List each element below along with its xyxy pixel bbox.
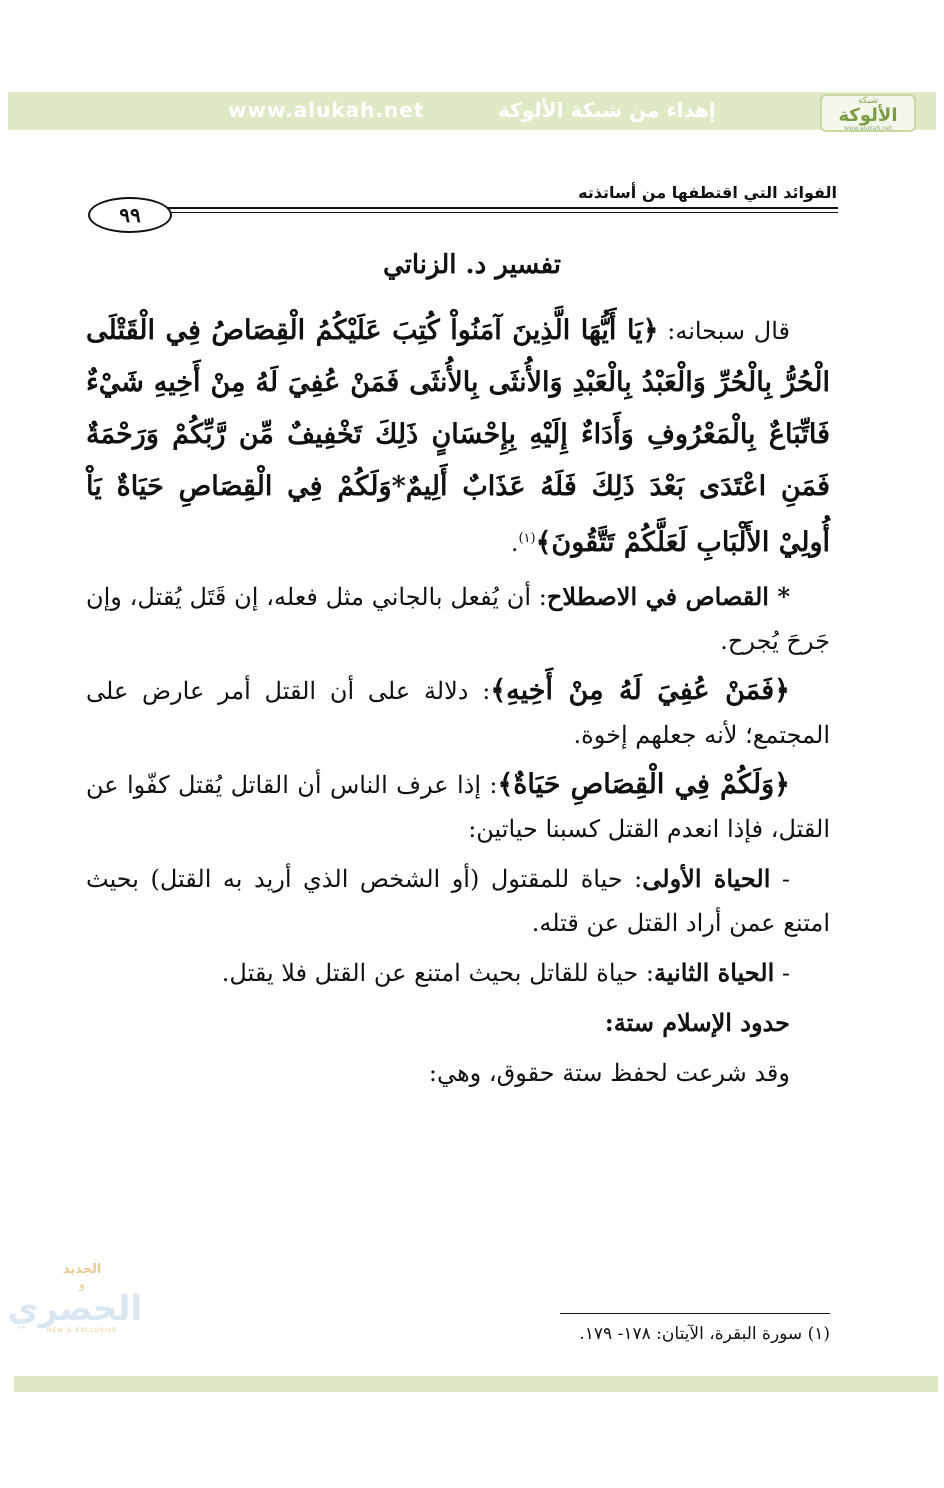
- alukah-logo: [820, 94, 916, 132]
- logo-main-text: الألوكة: [838, 105, 898, 126]
- hudud-title-paragraph: [86, 1001, 830, 1045]
- exclusive-stamp: [7, 1262, 142, 1352]
- verse-end: .: [510, 529, 519, 557]
- stamp-bottom-text: NEW & EXCLUSIVE: [46, 1327, 118, 1334]
- logo-url-text: www.alukah.net: [844, 125, 892, 132]
- first-life-text: : حياة للمقتول (أو الشخص الذي أريد به القتل) بحيث امتنع عمن أراد القتل عن قتله.: [86, 865, 830, 937]
- hayat-paragraph: [86, 763, 830, 851]
- afw-paragraph: [86, 669, 830, 757]
- qisas-definition: [86, 575, 830, 663]
- footnote: (١) سورة البقرة، الآيتان: ١٧٨- ١٧٩.: [579, 1324, 830, 1344]
- footnote-rule: [560, 1313, 830, 1314]
- verse-paragraph: [86, 305, 830, 569]
- afw-text: : دلالة على أن القتل أمر عارض على المجتمع؛ لأنه جعلهم إخوة.: [86, 677, 830, 749]
- first-life-paragraph: [86, 857, 830, 945]
- second-life-text: : حياة للقاتل بحيث امتنع عن القتل فلا يقتل.: [221, 959, 654, 987]
- header-rule-thin: [160, 212, 838, 213]
- hudud-text-paragraph: [86, 1051, 830, 1095]
- hayat-verse: ﴿وَلَكُمْ فِي الْقِصَاصِ حَيَاةٌ﴾: [497, 769, 790, 800]
- qisas-text: : أن يُفعل بالجاني مثل فعله، إن قَتَل يُقتل، وإن جَرحَ يُجرح.: [86, 583, 830, 655]
- logo-small-text: شبكة: [857, 96, 879, 106]
- stamp-mid-text: و: [79, 1277, 85, 1291]
- section-heading: تفسير د. الزناتي: [382, 250, 562, 280]
- hayat-text: : إذا عرف الناس أن القاتل يُقتل كفّوا عن القتل، فإذا انعدم القتل كسبنا حياتين:: [86, 771, 830, 843]
- quran-verse: ﴿يَا أَيُّهَا الَّذِينَ آمَنُواْ كُتِبَ عَلَيْكُمُ الْقِصَاصُ فِي الْقَتْلَى الْحُرُّ بِالْحُرِّ وَالْعَبْدُ بِالْعَبْدِ وَالأُنثَى بِالأُنثَى فَمَنْ عُفِيَ لَهُ مِنْ أَخِيهِ شَيْءٌ فَاتِّبَاعٌ بِالْمَعْرُوفِ وَأَدَاءٌ إِلَيْهِ بِإِحْسَانٍ ذَلِكَ تَخْفِيفٌ مِّن رَّبِّكُمْ وَرَحْمَةٌ فَمَنِ اعْتَدَى بَعْدَ ذَلِكَ فَلَهُ عَذَابٌ أَلِيمٌ*وَلَكُمْ فِي الْقِصَاصِ حَيَاةٌ يَاْ أُولِيْ الأَلْبَابِ لَعَلَّكُمْ تَتَّقُونَ﴾: [86, 315, 831, 558]
- second-life-paragraph: [86, 951, 830, 995]
- book-title: الفوائد التي اقتطفها من أساتذته: [578, 183, 837, 202]
- verse-intro: قال سبحانه:: [658, 317, 790, 345]
- main-text: [86, 305, 830, 1101]
- first-life-dash: -: [770, 865, 790, 893]
- first-life-term: الحياة الأولى: [642, 864, 771, 893]
- star-marker: *: [768, 582, 790, 611]
- hudud-title: حدود الإسلام ستة:: [604, 1008, 790, 1037]
- afw-verse: ﴿فَمَنْ عُفِيَ لَهُ مِنْ أَخِيهِ﴾: [490, 675, 790, 706]
- footer-band: [14, 1376, 938, 1392]
- site-url[interactable]: www.alukah.net: [228, 98, 425, 122]
- footnote-ref[interactable]: (١): [518, 531, 536, 546]
- gift-text: إهداء من شبكة الألوكة: [498, 98, 716, 122]
- second-life-dash: -: [774, 959, 790, 987]
- second-life-term: الحياة الثانية: [653, 958, 775, 987]
- stamp-main-text: الحصري: [7, 1289, 142, 1329]
- hudud-text: وقد شرعت لحفظ ستة حقوق، وهي:: [428, 1059, 790, 1087]
- qisas-term: القصاص في الاصطلاح: [546, 582, 769, 611]
- header-band: [8, 92, 936, 130]
- header-rule: [160, 207, 838, 209]
- page-number: ٩٩: [88, 197, 172, 233]
- stamp-top-text: الجديد: [62, 1262, 102, 1277]
